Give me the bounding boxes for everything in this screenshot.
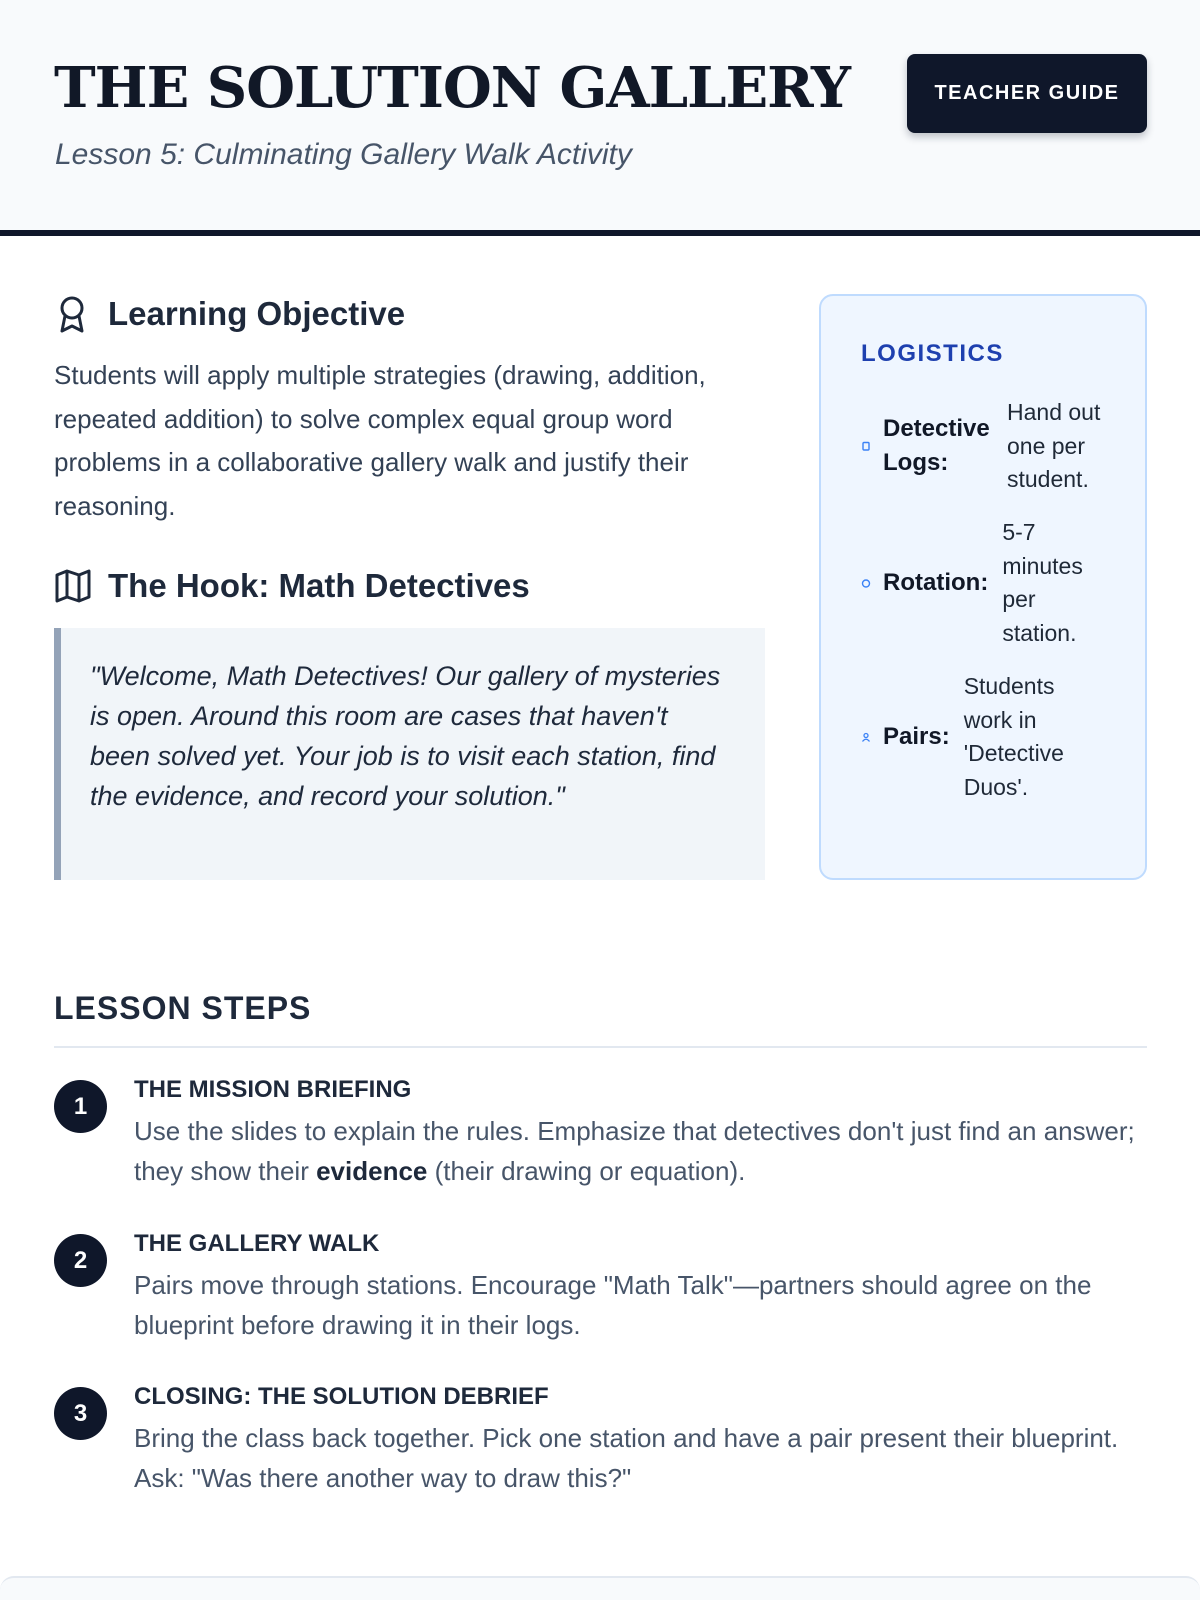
timer-icon [861, 578, 871, 588]
logistics-label: Detective Logs: [883, 415, 990, 477]
step-body: Bring the class back together. Pick one station and have a pair present their blueprint. Ask: "Was there another way to draw this?" [134, 1423, 1119, 1493]
logistics-value: Hand out one per student. [1007, 399, 1101, 492]
step-body-text: (their drawing or equation). [427, 1156, 746, 1186]
step-number-badge: 2 [54, 1234, 107, 1287]
step-body [134, 1111, 1149, 1191]
logistics-label: Pairs: [883, 723, 950, 750]
footer-strip [0, 1576, 1200, 1600]
hook-heading-text: The Hook: Math Detectives [108, 567, 530, 604]
logistics-item [861, 670, 1074, 804]
step-body-emphasis: evidence [316, 1156, 428, 1186]
users-icon [861, 732, 871, 742]
step-body-text: Use the slides to explain the rules. Emphasize that detectives don't just find an answer; they show their [134, 1116, 1135, 1186]
objective-heading-text: Learning Objective [108, 295, 406, 332]
hook-quote: "Welcome, Math Detectives! Our gallery of mysteries is open. Around this room are cases that haven't been solved yet. Your job is to visit each station, find the evidence, and record your solution." [54, 628, 765, 880]
teacher-guide-button[interactable]: TEACHER GUIDE [907, 54, 1147, 133]
logistics-label: Rotation: [883, 569, 989, 596]
step-number-badge: 1 [54, 1080, 107, 1133]
clipboard-icon [861, 441, 871, 451]
step-body: Pairs move through stations. Encourage "Math Talk"—partners should agree on the blueprint before drawing it in their logs. [134, 1270, 1092, 1340]
lesson-steps-heading: LESSON STEPS [54, 990, 312, 1026]
page-title: THE SOLUTION GALLERY [54, 55, 850, 121]
logistics-item [861, 396, 1117, 497]
lesson-header [0, 0, 1200, 236]
step-title: THE GALLERY WALK [134, 1230, 380, 1257]
divider [54, 1046, 1147, 1048]
hook-heading [54, 566, 530, 606]
step-title: THE MISSION BRIEFING [134, 1076, 412, 1103]
award-ribbon-icon [54, 294, 94, 334]
step-title: CLOSING: THE SOLUTION DEBRIEF [134, 1383, 549, 1410]
step-number-badge: 3 [54, 1387, 107, 1440]
map-icon [54, 566, 94, 606]
page-subtitle: Lesson 5: Culminating Gallery Walk Activity [55, 138, 632, 171]
logistics-value: Students work in 'Detective Duos'. [963, 673, 1064, 800]
objective-heading [54, 294, 405, 334]
logistics-item [861, 516, 1102, 650]
objective-text: Students will apply multiple strategies (drawing, addition, repeated addition) to solve complex equal group word problems in a collaborative gallery walk and justify their reasoning. [54, 360, 706, 521]
logistics-panel [819, 294, 1147, 880]
logistics-value: 5-7 minutes per station. [1002, 519, 1083, 646]
logistics-title: LOGISTICS [861, 340, 1004, 367]
